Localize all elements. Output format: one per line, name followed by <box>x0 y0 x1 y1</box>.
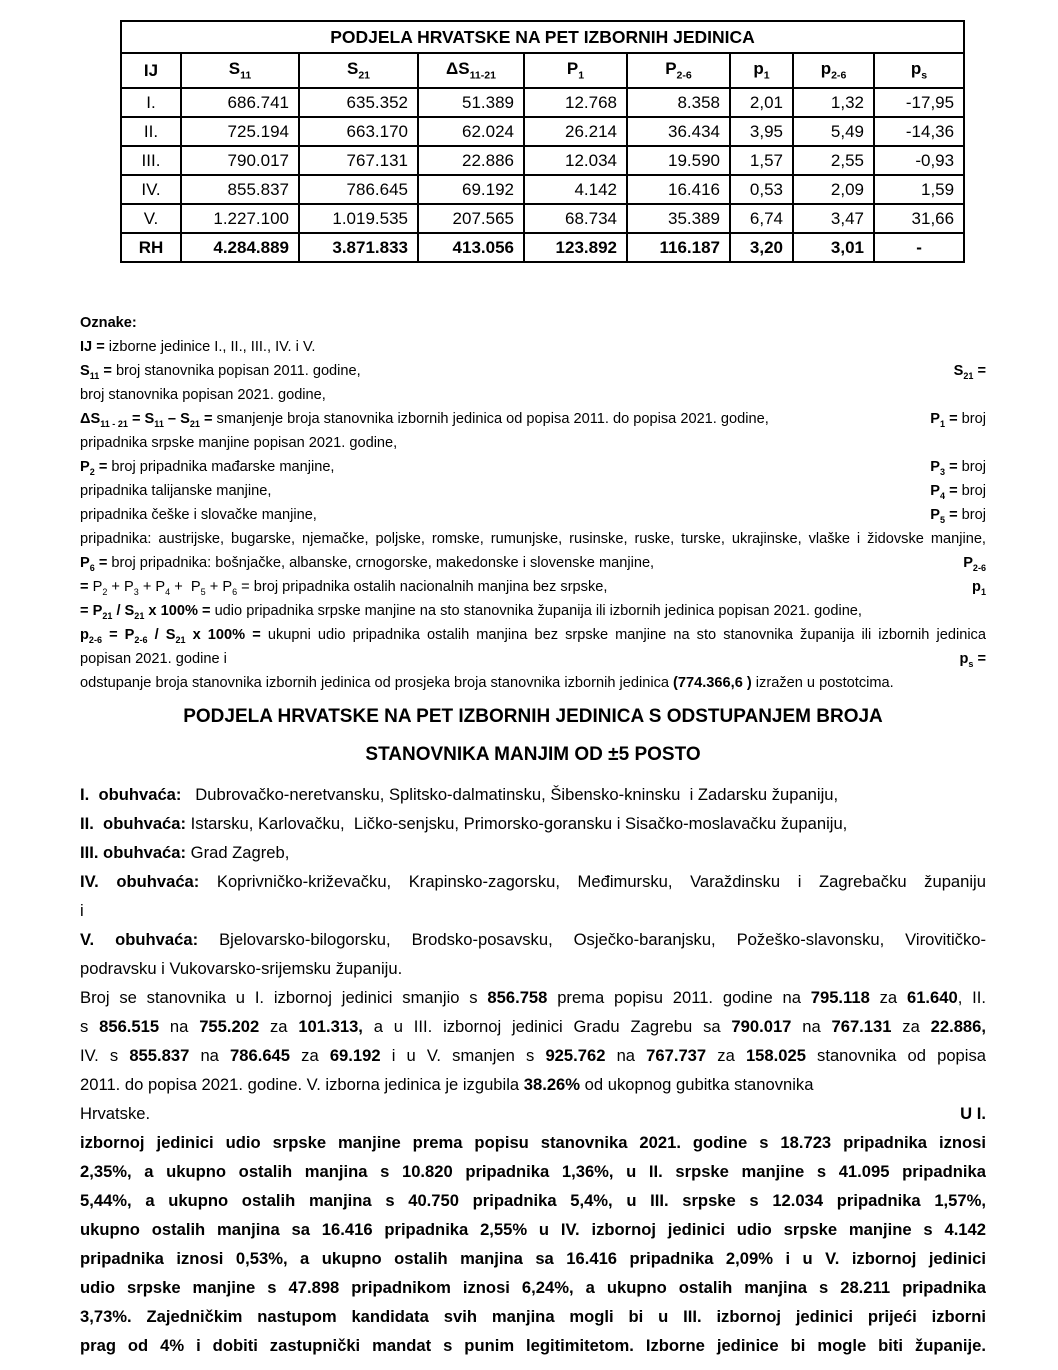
table-cell: 786.645 <box>299 175 418 204</box>
legend-line-text: pripadnika: austrijske, bugarske, njemačke, poljske, romske, rumunjske, rusinske, ruske, turske, ukrajinske, vlaške i židovske manjine, <box>80 531 986 547</box>
body-line-text: 5,44%, a ukupno ostalih manjina s 40.750 pripadnika 5,4%, u III. srpske s 12.034 pripadnika 1,57%, <box>80 1191 986 1210</box>
table-cell: 69.192 <box>418 175 524 204</box>
table-row <box>121 88 964 117</box>
legend-line-text: = $P_2 + P_3 + P_4 + P_5 + P_6$ = broj pripadnika ostalih nacionalnih manjina bez srpske, <box>80 579 608 597</box>
body-line-right-text: U I. <box>960 1104 986 1123</box>
table-cell: 4.284.889 <box>181 233 299 262</box>
legend-line <box>80 431 986 455</box>
section-heading-line2: STANOVNIKA MANJIM OD ±5 POSTO <box>365 744 701 765</box>
legend-line-text: popisan 2021. godine i <box>80 651 227 667</box>
table-title: PODJELA HRVATSKE NA PET IZBORNIH JEDINICA <box>121 21 964 53</box>
column-header: $p_1$ <box>730 53 793 88</box>
body-line <box>80 925 986 954</box>
body-line <box>80 1012 986 1041</box>
legend-line <box>80 311 986 335</box>
table-cell: 207.565 <box>418 204 524 233</box>
legend-line-text: pripadnika talijanske manjine, <box>80 483 272 499</box>
body-line <box>80 1070 986 1099</box>
table-cell: 767.131 <box>299 146 418 175</box>
body-line-text: IV. obuhvaća: Koprivničko-križevačku, Krapinsko-zagorsku, Međimursku, Varaždinsku i Zagrebačku županiju <box>80 872 986 891</box>
table-cell: 2,55 <box>793 146 874 175</box>
table-cell: 0,53 <box>730 175 793 204</box>
body-line <box>80 1099 986 1128</box>
body-line-text: udio srpske manjine s 47.898 pripadnikom iznosi 6,24%, a ukupno ostalih manjina s 28.211 pripadnika <box>80 1278 986 1297</box>
body-line-text: Hrvatske. <box>80 1104 151 1123</box>
legend-line-text: pripadnika češke i slovačke manjine, <box>80 507 317 523</box>
section-heading <box>80 698 986 774</box>
legend-line-text: $p_{2-6} = P_{2-6} / S_{21}$ x 100% = ukupni udio pripadnika ostalih manjina bez srpske manjine na sto stanovnika županija ili izbornih jedinica <box>80 627 986 645</box>
body-line <box>80 896 986 925</box>
body-line <box>80 983 986 1012</box>
body-line-text: i <box>80 901 84 920</box>
table-cell: - <box>874 233 964 262</box>
body-line-text: pripadnika iznosi 0,53%, a ukupno ostalih manjina sa 16.416 pripadnika 2,09% i u V. izbornoj jedinici <box>80 1249 986 1268</box>
legend-line-text: $P_2$ = broj pripadnika mađarske manjine, <box>80 459 335 477</box>
table-cell: 62.024 <box>418 117 524 146</box>
column-header: IJ <box>121 53 181 88</box>
body-line-text: ukupno ostalih manjina sa 16.416 pripadnika 2,55% u IV. izbornoj jedinici udio srpske manjine s 4.142 <box>80 1220 986 1239</box>
body-text <box>80 780 986 1360</box>
table-cell: 3,01 <box>793 233 874 262</box>
legend-section <box>80 311 986 695</box>
body-line-text: I. obuhvaća: Dubrovačko-neretvansku, Splitsko-dalmatinsku, Šibensko-kninsku i Zadarsku županiju, <box>80 785 839 804</box>
legend-line-text: $P_6$ = broj pripadnika: bošnjačke, albanske, crnogorske, makedonske i slovenske manjine, <box>80 555 655 573</box>
legend-line-right-text: $P_1$ = broj <box>930 411 986 429</box>
legend-line <box>80 647 986 671</box>
column-header: $p_{2-6}$ <box>793 53 874 88</box>
legend-line-text: = $P_{21} / S_{21}$ x 100% = udio pripadnika srpske manjine na sto stanovnika županija ili izbornih jedinica popisan 2021. godine, <box>80 603 862 621</box>
column-header: $P_{2-6}$ <box>627 53 730 88</box>
legend-line <box>80 551 986 575</box>
legend-line <box>80 503 986 527</box>
legend-line <box>80 479 986 503</box>
legend-line <box>80 623 986 647</box>
division-table <box>120 20 965 263</box>
body-line-text: III. obuhvaća: Grad Zagreb, <box>80 843 290 862</box>
body-line <box>80 1186 986 1215</box>
table-row <box>121 233 964 262</box>
table-cell: 4.142 <box>524 175 627 204</box>
body-line <box>80 1215 986 1244</box>
table-cell: 3,20 <box>730 233 793 262</box>
legend-line-right-text: $p_s$ = <box>959 651 986 669</box>
column-header: $p_s$ <box>874 53 964 88</box>
body-line <box>80 867 986 896</box>
legend-line-right-text: $P_3$ = broj <box>930 459 986 477</box>
legend-line <box>80 575 986 599</box>
legend-line-right-text: $P_5$ = broj <box>930 507 986 525</box>
legend-line <box>80 359 986 383</box>
body-line <box>80 954 986 983</box>
table-cell: -14,36 <box>874 117 964 146</box>
table-cell: 36.434 <box>627 117 730 146</box>
body-line <box>80 809 986 838</box>
legend-line <box>80 599 986 623</box>
row-label: IV. <box>121 175 181 204</box>
table-cell: 31,66 <box>874 204 964 233</box>
table-cell: 5,49 <box>793 117 874 146</box>
legend-line-text: Oznake: <box>80 315 137 331</box>
legend-line-text: IJ = izborne jedinice I., II., III., IV. i V. <box>80 339 316 355</box>
legend-line-text: $\Delta S_{11 - 21} = S_{11} - S_{21}$ = smanjenje broja stanovnika izbornih jedinica od popisa 2011. do popisa 2021. godine, <box>80 411 769 429</box>
legend-line-text: pripadnika srpske manjine popisan 2021. godine, <box>80 435 398 451</box>
body-line <box>80 1041 986 1070</box>
table-cell: 413.056 <box>418 233 524 262</box>
row-label: III. <box>121 146 181 175</box>
table-row <box>121 175 964 204</box>
table-cell: -17,95 <box>874 88 964 117</box>
table-cell: 2,09 <box>793 175 874 204</box>
legend-line-right-text: $P_4$ = broj <box>930 483 986 501</box>
table-row <box>121 204 964 233</box>
table-row <box>121 117 964 146</box>
table-cell: 19.590 <box>627 146 730 175</box>
body-line <box>80 1157 986 1186</box>
body-line-text: podravsku i Vukovarsko-srijemsku županiju. <box>80 959 403 978</box>
row-label: V. <box>121 204 181 233</box>
table-cell: 68.734 <box>524 204 627 233</box>
body-line-text: 3,73%. Zajedničkim nastupom kandidata svih manjina mogli bi u III. izbornoj jedinici prijeći izborni <box>80 1307 986 1326</box>
column-header: $\Delta S_{11-21}$ <box>418 53 524 88</box>
body-line-text: 2011. do popisa 2021. godine. V. izborna jedinica je izgubila 38.26% od ukopnog gubitka stanovnika <box>80 1075 814 1094</box>
table-cell: 3,95 <box>730 117 793 146</box>
body-line-text: IV. s 855.837 na 786.645 za 69.192 i u V. smanjen s 925.762 na 767.737 za 158.025 stanovnika od popisa <box>80 1046 986 1065</box>
table-cell: 1,57 <box>730 146 793 175</box>
table-cell: 12.034 <box>524 146 627 175</box>
row-label: I. <box>121 88 181 117</box>
column-header: $S_{21}$ <box>299 53 418 88</box>
legend-line-text: broj stanovnika popisan 2021. godine, <box>80 387 326 403</box>
table-cell: 635.352 <box>299 88 418 117</box>
table-cell: 1.019.535 <box>299 204 418 233</box>
legend-line-right-text: $p_1$ <box>972 579 986 597</box>
section-heading-line1: PODJELA HRVATSKE NA PET IZBORNIH JEDINICA S ODSTUPANJEM BROJA <box>183 706 883 727</box>
legend-line <box>80 335 986 359</box>
body-line <box>80 1128 986 1157</box>
body-line <box>80 1273 986 1302</box>
table-cell: 663.170 <box>299 117 418 146</box>
table-cell: 3.871.833 <box>299 233 418 262</box>
table-cell: 26.214 <box>524 117 627 146</box>
legend-line-right-text: $P_{2-6}$ <box>963 555 986 573</box>
table-cell: 51.389 <box>418 88 524 117</box>
row-label: II. <box>121 117 181 146</box>
legend-line <box>80 671 986 695</box>
table-cell: 790.017 <box>181 146 299 175</box>
table-row <box>121 146 964 175</box>
table-cell: 12.768 <box>524 88 627 117</box>
table-cell: 6,74 <box>730 204 793 233</box>
body-line <box>80 1244 986 1273</box>
legend-line <box>80 455 986 479</box>
body-line-text: 2,35%, a ukupno ostalih manjina s 10.820 pripadnika 1,36%, u II. srpske manjine s 41.095 pripadnika <box>80 1162 986 1181</box>
body-line-text: s 856.515 na 755.202 za 101.313, a u III. izbornoj jedinici Gradu Zagrebu sa 790.017 na 767.131 za 22.886, <box>80 1017 986 1036</box>
legend-line <box>80 383 986 407</box>
row-label: RH <box>121 233 181 262</box>
body-line-text: prag od 4% i dobiti zastupnički mandat s punim legitimitetom. Izborne jedinice bi mogle biti županije. <box>80 1336 986 1355</box>
body-line-text: Broj se stanovnika u I. izbornoj jedinici smanjio s 856.758 prema popisu 2011. godine na 795.118 za 61.640, II. <box>80 988 986 1007</box>
legend-line-text: $S_{11}$ = broj stanovnika popisan 2011. godine, <box>80 363 361 381</box>
table-cell: 1,59 <box>874 175 964 204</box>
body-line <box>80 780 986 809</box>
table-cell: -0,93 <box>874 146 964 175</box>
body-line-text: izbornoj jedinici udio srpske manjine prema popisu stanovnika 2021. godine s 18.723 pripadnika iznosi <box>80 1133 986 1152</box>
table-cell: 35.389 <box>627 204 730 233</box>
table-cell: 855.837 <box>181 175 299 204</box>
table-cell: 2,01 <box>730 88 793 117</box>
legend-line <box>80 407 986 431</box>
legend-line <box>80 527 986 551</box>
table-cell: 1,32 <box>793 88 874 117</box>
column-header: $P_1$ <box>524 53 627 88</box>
body-line <box>80 1302 986 1331</box>
table-cell: 1.227.100 <box>181 204 299 233</box>
table-cell: 123.892 <box>524 233 627 262</box>
table-cell: 686.741 <box>181 88 299 117</box>
table-cell: 725.194 <box>181 117 299 146</box>
table-cell: 16.416 <box>627 175 730 204</box>
column-header: $S_{11}$ <box>181 53 299 88</box>
table-cell: 22.886 <box>418 146 524 175</box>
legend-line-text: odstupanje broja stanovnika izbornih jedinica od prosjeka broja stanovnika izbornih jedinica (774.366,6 ) izražen u postotcima. <box>80 675 894 691</box>
legend-line-right-text: $S_{21}$ = <box>953 363 986 381</box>
table-cell: 116.187 <box>627 233 730 262</box>
table-cell: 8.358 <box>627 88 730 117</box>
body-line-text: V. obuhvaća: Bjelovarsko-bilogorsku, Brodsko-posavsku, Osječko-baranjsku, Požeško-slavonsku, Virovitičko- <box>80 930 986 949</box>
body-line <box>80 838 986 867</box>
body-line <box>80 1331 986 1360</box>
table-cell: 3,47 <box>793 204 874 233</box>
body-line-text: II. obuhvaća: Istarsku, Karlovačku, Ličko-senjsku, Primorsko-goransku i Sisačko-moslavačku županiju, <box>80 814 848 833</box>
